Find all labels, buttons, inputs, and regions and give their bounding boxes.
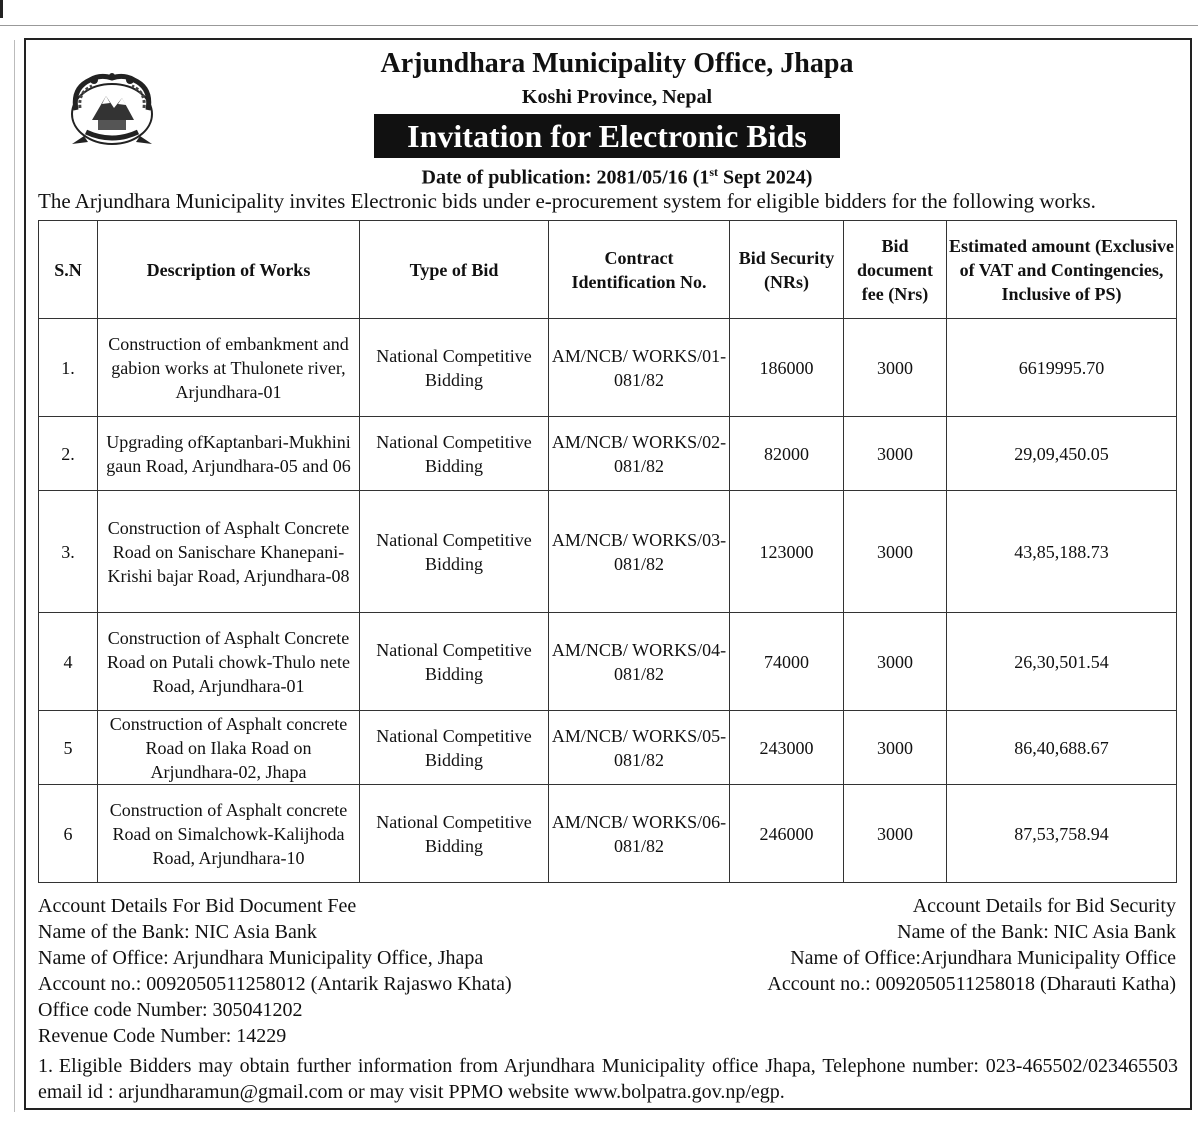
account-security-bank: Name of the Bank: NIC Asia Bank bbox=[897, 921, 1176, 943]
table-row bbox=[39, 491, 1177, 613]
cell-sn: 4 bbox=[39, 613, 98, 711]
cell-estimate: 6619995.70 bbox=[947, 319, 1177, 417]
cell-description: Upgrading ofKaptanbari-Mukhini gaun Road, Arjundhara-05 and 06 bbox=[98, 417, 360, 491]
cell-contract: AM/NCB/ WORKS/04-081/82 bbox=[549, 613, 730, 711]
header-fee: Bid document fee (Nrs) bbox=[844, 221, 947, 319]
cell-fee: 3000 bbox=[844, 785, 947, 883]
cell-security: 74000 bbox=[730, 613, 844, 711]
header-description: Description of Works bbox=[98, 221, 360, 319]
account-fee-block bbox=[38, 893, 512, 1049]
note-number: 1. bbox=[38, 1055, 53, 1077]
note-text: Eligible Bidders may obtain further information from Arjundhara Municipality office Jhapa, Telephone number: 023-465502/023465503 email id : arjundharamun@gmail.com or may visit PPMO website www.bolpatra.gov.np/egp. bbox=[38, 1055, 1179, 1103]
publication-date-prefix: Date of publication: 2081/05/16 (1 bbox=[421, 166, 710, 189]
cell-security: 246000 bbox=[730, 785, 844, 883]
account-security-heading: Account Details for Bid Security bbox=[912, 895, 1176, 917]
cell-description: Construction of Asphalt concrete Road on Ilaka Road on Arjundhara-02, Jhapa bbox=[98, 711, 360, 785]
table-row bbox=[39, 613, 1177, 711]
cell-type: National Competitive Bidding bbox=[360, 491, 549, 613]
publication-date bbox=[0, 165, 1198, 190]
intro-text: The Arjundhara Municipality invites Electronic bids under e-procurement system for eligible bidders for the following works. bbox=[38, 189, 1096, 213]
cell-sn: 6 bbox=[39, 785, 98, 883]
header-contract: Contract Identification No. bbox=[549, 221, 730, 319]
table-row bbox=[39, 319, 1177, 417]
account-fee-number: Account no.: 0092050511258012 (Antarik Rajaswo Khata) bbox=[38, 973, 512, 995]
account-fee-office: Name of Office: Arjundhara Municipality Office, Jhapa bbox=[38, 947, 484, 969]
nepal-emblem-icon bbox=[62, 70, 162, 152]
account-fee-office-code: Office code Number: 305041202 bbox=[38, 999, 303, 1021]
cell-sn: 1. bbox=[39, 319, 98, 417]
cell-estimate: 87,53,758.94 bbox=[947, 785, 1177, 883]
cell-security: 123000 bbox=[730, 491, 844, 613]
notice-title: Invitation for Electronic Bids bbox=[407, 118, 807, 154]
left-divider bbox=[14, 40, 15, 1112]
table-row bbox=[39, 785, 1177, 883]
cell-type: National Competitive Bidding bbox=[360, 319, 549, 417]
account-security-office: Name of Office:Arjundhara Municipality Office bbox=[790, 947, 1176, 969]
cell-estimate: 26,30,501.54 bbox=[947, 613, 1177, 711]
note-item bbox=[38, 1053, 1178, 1105]
cell-type: National Competitive Bidding bbox=[360, 711, 549, 785]
header-type: Type of Bid bbox=[360, 221, 549, 319]
cell-sn: 3. bbox=[39, 491, 98, 613]
cell-contract: AM/NCB/ WORKS/03-081/82 bbox=[549, 491, 730, 613]
account-fee-bank: Name of the Bank: NIC Asia Bank bbox=[38, 921, 317, 943]
notice-title-banner bbox=[374, 114, 840, 158]
account-security-number: Account no.: 0092050511258018 (Dharauti Katha) bbox=[767, 973, 1176, 995]
cell-security: 243000 bbox=[730, 711, 844, 785]
cell-contract: AM/NCB/ WORKS/02-081/82 bbox=[549, 417, 730, 491]
bids-table bbox=[38, 220, 1177, 883]
cell-fee: 3000 bbox=[844, 613, 947, 711]
cell-description: Construction of Asphalt Concrete Road on Sanischare Khanepani-Krishi bajar Road, Arjundhara-08 bbox=[98, 491, 360, 613]
cell-type: National Competitive Bidding bbox=[360, 613, 549, 711]
cell-sn: 2. bbox=[39, 417, 98, 491]
cell-description: Construction of Asphalt concrete Road on Simalchowk-Kalijhoda Road, Arjundhara-10 bbox=[98, 785, 360, 883]
cell-fee: 3000 bbox=[844, 319, 947, 417]
header-estimate: Estimated amount (Exclusive of VAT and Contingencies, Inclusive of PS) bbox=[947, 221, 1177, 319]
province-subtitle: Koshi Province, Nepal bbox=[521, 86, 713, 108]
account-fee-heading: Account Details For Bid Document Fee bbox=[38, 895, 357, 917]
cell-type: National Competitive Bidding bbox=[360, 785, 549, 883]
cell-security: 186000 bbox=[730, 319, 844, 417]
cell-contract: AM/NCB/ WORKS/05-081/82 bbox=[549, 711, 730, 785]
cell-estimate: 86,40,688.67 bbox=[947, 711, 1177, 785]
cell-estimate: 43,85,188.73 bbox=[947, 491, 1177, 613]
table-row bbox=[39, 711, 1177, 785]
cell-estimate: 29,09,450.05 bbox=[947, 417, 1177, 491]
office-title: Arjundhara Municipality Office, Jhapa bbox=[380, 48, 854, 79]
scan-edge-mark bbox=[0, 0, 3, 18]
cell-description: Construction of embankment and gabion works at Thulonete river, Arjundhara-01 bbox=[98, 319, 360, 417]
publication-date-suffix: Sept 2024) bbox=[718, 166, 813, 189]
cell-description: Construction of Asphalt Concrete Road on Putali chowk-Thulo nete Road, Arjundhara-01 bbox=[98, 613, 360, 711]
account-security-block bbox=[767, 893, 1176, 997]
account-fee-revenue-code: Revenue Code Number: 14229 bbox=[38, 1025, 287, 1047]
cell-type: National Competitive Bidding bbox=[360, 417, 549, 491]
cell-fee: 3000 bbox=[844, 417, 947, 491]
header-sn: S.N bbox=[39, 221, 98, 319]
header-security: Bid Security (NRs) bbox=[730, 221, 844, 319]
cell-fee: 3000 bbox=[844, 711, 947, 785]
cell-fee: 3000 bbox=[844, 491, 947, 613]
cell-security: 82000 bbox=[730, 417, 844, 491]
table-header-row bbox=[39, 221, 1177, 319]
top-divider bbox=[0, 25, 1198, 26]
publication-date-sup: st bbox=[709, 165, 718, 179]
cell-sn: 5 bbox=[39, 711, 98, 785]
cell-contract: AM/NCB/ WORKS/06-081/82 bbox=[549, 785, 730, 883]
cell-contract: AM/NCB/ WORKS/01-081/82 bbox=[549, 319, 730, 417]
table-row bbox=[39, 417, 1177, 491]
